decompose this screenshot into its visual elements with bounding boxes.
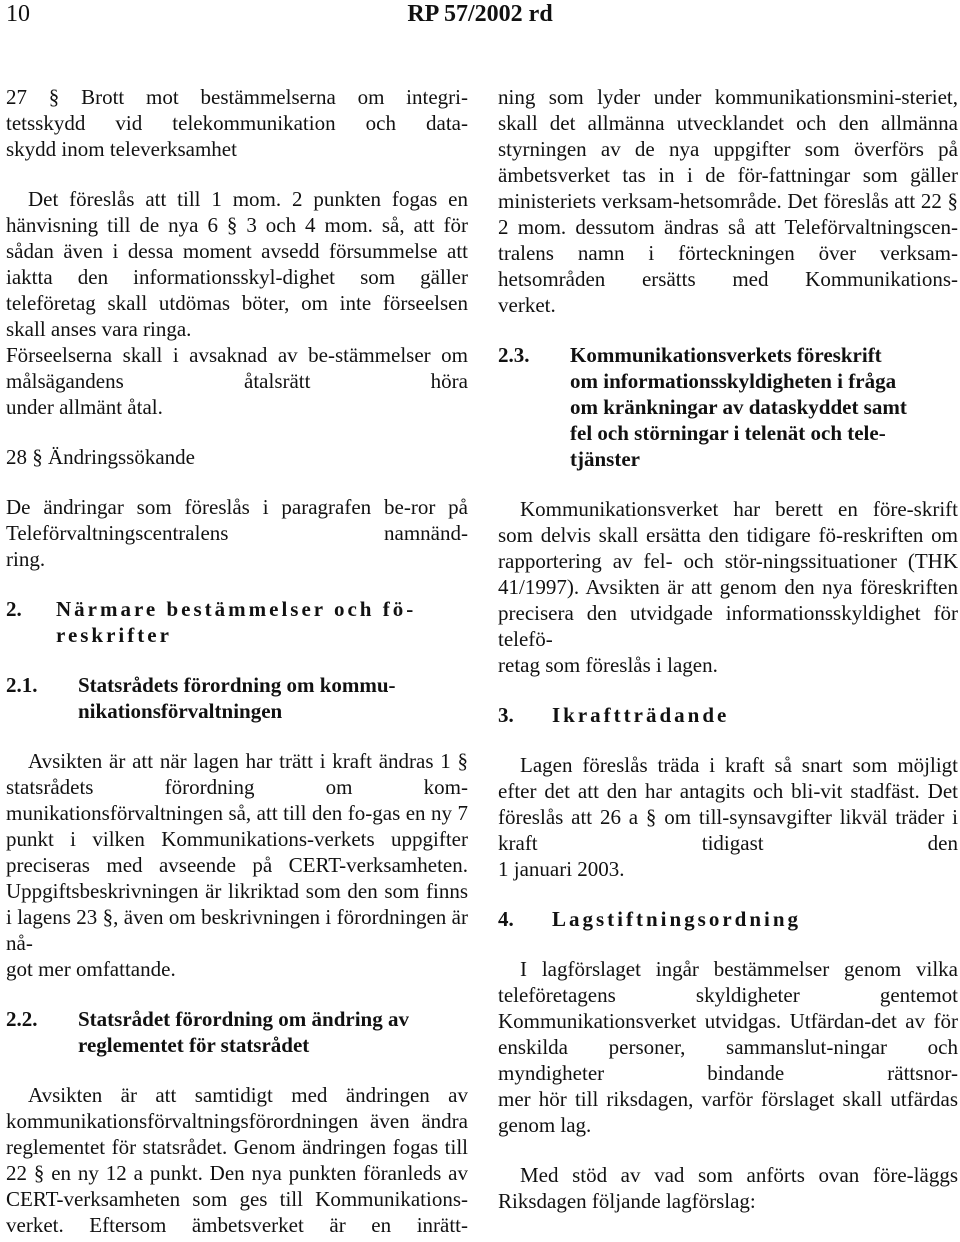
section-3-heading: 3. Ikraftträdande <box>498 703 730 727</box>
paragraph-2-3-text-end: retag som föreslås i lagen. <box>498 653 718 677</box>
closing-paragraph: Med stöd av vad som anförts ovan före-läggs Riksdagen följande lagförslag: <box>498 1163 958 1213</box>
paragraph-3-text: Lagen föreslås träda i kraft så snart som möjligt efter det att den har antagits och bli-vit stadfäst. Det föreslås att 26 a § om till-synsavgifter likväl träder i kraft tidigast den <box>498 753 958 855</box>
subsection-2-3-heading: 2.3. Kommunikationsverkets föreskrift om informationsskyldigheten i fråga om kränkningar av dataskyddet samt fel och störningar i telenät och tele- tjänster <box>498 343 907 471</box>
section-2-heading: 2. Närmare bestämmelser och fö- reskrifter <box>6 597 417 647</box>
paragraph-3-text-end: 1 januari 2003. <box>498 857 625 881</box>
paragraph-2-1-text: Avsikten är att när lagen har trätt i kraft ändras 1 § statsrådets förordning om kom-munikationsförvaltningen så, att till den fo-gas en ny 7 punkt i vilken Kommunikations-verkets uppgifter preciseras med avseende på CERT-verksamheten. Uppgiftsbeskrivningen är likriktad som den som finns i lagens 23 §, även om beskrivningen i förordningen är nå- <box>6 749 468 955</box>
paragraph-4-text-end: mer hör till riksdagen, varför förslaget skall utfärdas genom lag. <box>498 1087 958 1137</box>
paragraph-27-text-1: Det föreslås att till 1 mom. 2 punkten fogas en hänvisning till de nya 6 § 3 och 4 mom. så, att för sådan även i dessa moment avsedd försummelse att iaktta den informationsskyl-dighet som gäller teleföretag skall utdömas böter, om inte förseelsen skall anses vara ringa. <box>6 187 468 341</box>
right-column <box>498 84 958 1214</box>
section-4-heading: 4. Lagstiftningsordning <box>498 907 802 931</box>
paragraph-27-text-2: Förseelserna skall i avsaknad av be-stämmelser om målsägandens åtalsrätt höra <box>6 343 468 393</box>
paragraph-2-3-text: Kommunikationsverket har berett en före-skrift som delvis skall ersätta den tidigare fö-reskriften om rapportering av fel- och stör-ningssituationer (THK 41/1997). Avsikten är att genom den nya föreskriften precisera den utvidgade informationsskyldighet för telefö- <box>498 497 958 651</box>
paragraph-2-2-text: Avsikten är att samtidigt med ändringen av kommunikationsförvaltningsförordningen även ändra reglementet för statsrådet. Genom ändringen fogas till 22 § en ny 12 a punkt. Den nya punkten föranleds av CERT-verksamheten som ges till Kommunikations-verket. Eftersom ämbetsverket är en inrätt- <box>6 1083 468 1237</box>
section-28-heading: 28 § Ändringssökande <box>6 445 195 469</box>
paragraph-continuation: ning som lyder under kommunikationsmini-steriet, skall det allmänna utvecklandet och den allmänna styrningen av de nya uppgifter som överförs på ämbetsverket tas in i de för-fattningar som gäller ministeriets verksam-hetsområde. Det föreslås att 22 § 2 mom. dessutom ändras så att Teleförvaltningscen-tralens namn i förteckningen över verksam-hetsområden ersätts med Kommunikations- <box>498 85 958 291</box>
subsection-2-2-heading: 2.2. Statsrådet förordning om ändring av reglementet för statsrådet <box>6 1007 409 1057</box>
document-reference: RP 57/2002 rd <box>407 1 553 27</box>
left-column <box>6 84 468 1238</box>
paragraph-continuation-end: verket. <box>498 293 556 317</box>
paragraph-28-text: De ändringar som föreslås i paragrafen be-ror på Teleförvaltningscentralens namnänd- <box>6 495 468 545</box>
page-number: 10 <box>6 1 30 27</box>
subsection-2-1-heading: 2.1. Statsrådets förordning om kommu- nikationsförvaltningen <box>6 673 396 723</box>
paragraph-4-text: I lagförslaget ingår bestämmelser genom vilka teleföretagens skyldigheter gentemot Kommunikationsverket utvidgas. Utfärdan-det av för enskilda personer, sammanslut-ningar och myndigheter bindande rättsnor- <box>498 957 958 1085</box>
page-header <box>0 0 960 34</box>
paragraph-2-1-text-end: got mer omfattande. <box>6 957 176 981</box>
section-27-heading: 27 § Brott mot bestämmelserna om integri- tetsskydd vid telekommunikation och data- skydd inom televerksamhet <box>6 85 468 161</box>
paragraph-28-text-end: ring. <box>6 547 46 571</box>
paragraph-27-text-2-end: under allmänt åtal. <box>6 395 163 419</box>
